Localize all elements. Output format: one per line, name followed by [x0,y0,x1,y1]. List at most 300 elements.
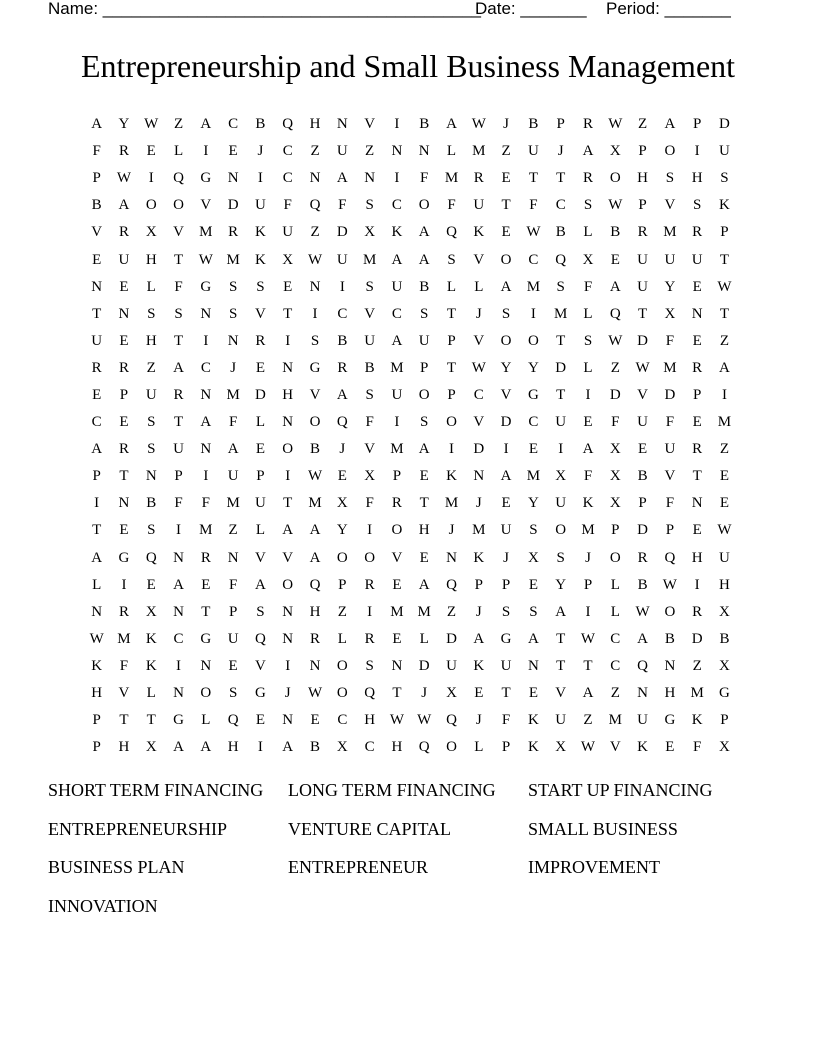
grid-letter: K [473,224,485,241]
grid-letter: Z [446,603,457,620]
grid-letter: P [338,576,347,593]
grid-letter: W [635,603,650,620]
grid-letter: H [309,116,321,133]
grid-letter: E [119,332,129,349]
grid-letter: E [528,685,538,702]
grid-letter: O [609,549,621,566]
grid-letter: H [418,522,430,539]
grid-letter: K [691,712,703,729]
grid-letter: K [527,739,539,756]
grid-letter: H [664,685,676,702]
grid-letter: F [283,197,292,214]
grid-letter: V [500,386,512,403]
grid-letter: N [664,657,676,674]
grid-letter: F [665,332,675,349]
grid-letter: M [472,143,486,160]
grid-letter: M [390,359,404,376]
grid-letter: N [473,468,485,485]
grid-letter: B [610,224,621,241]
grid-letter: A [118,197,130,214]
grid-letter: L [92,576,102,593]
grid-letter: N [637,685,648,702]
grid-letter: R [118,441,129,458]
grid-letter: B [310,441,321,458]
grid-letter: I [176,522,182,539]
grid-letter: W [608,197,623,214]
grid-letter: P [447,386,456,403]
letter-grid [83,111,738,761]
grid-letter: U [227,630,239,647]
grid-letter: U [118,251,130,268]
grid-letter: V [364,305,376,322]
grid-letter: J [475,603,482,620]
grid-letter: S [228,278,238,295]
grid-letter: U [664,251,676,268]
grid-letter: L [474,739,484,756]
grid-letter: G [719,685,730,702]
grid-letter: S [693,197,702,214]
grid-letter: I [312,305,318,322]
grid-letter: G [500,630,512,647]
grid-letter: D [637,332,648,349]
grid-letter: O [418,197,430,214]
grid-letter: C [200,359,211,376]
grid-letter: P [693,116,702,133]
grid-letter: O [418,386,430,403]
grid-letter: T [556,386,566,403]
grid-letter: M [199,522,213,539]
grid-letter: W [471,359,486,376]
grid-letter: P [174,468,183,485]
grid-letter: S [556,278,565,295]
grid-letter: A [91,116,103,133]
grid-letter: K [145,657,157,674]
grid-letter: Y [664,278,676,295]
grid-letter: F [529,197,538,214]
grid-letter: N [173,603,184,620]
grid-letter: R [337,359,348,376]
grid-letter: T [392,685,402,702]
grid-letter: M [308,495,322,512]
grid-letter: L [146,685,156,702]
grid-letter: Y [527,495,539,512]
grid-letter: F [447,197,456,214]
grid-letter: L [446,278,457,295]
grid-letter: D [637,522,648,539]
grid-letter: K [719,197,730,214]
grid-letter: I [339,278,345,295]
grid-letter: M [390,441,404,458]
grid-letter: U [91,332,103,349]
grid-letter: R [228,224,239,241]
grid-letter: M [117,630,131,647]
grid-letter: J [585,549,591,566]
grid-letter: P [256,468,265,485]
grid-letter: T [556,332,566,349]
grid-letter: Z [610,359,620,376]
grid-letter: O [555,522,567,539]
grid-letter: X [336,739,348,756]
grid-letter: Q [145,549,157,566]
grid-letter: C [610,630,621,647]
grid-letter: U [555,712,567,729]
grid-letter: O [391,522,403,539]
grid-letter: N [118,305,130,322]
grid-letter: X [282,251,294,268]
grid-letter: B [419,116,430,133]
grid-letter: F [420,170,429,187]
grid-letter: T [719,305,730,322]
grid-letter: G [173,712,184,729]
grid-letter: V [309,386,321,403]
grid-letter: K [91,657,103,674]
grid-letter: G [200,278,212,295]
grid-letter: C [473,386,484,403]
grid-letter: Q [255,630,266,647]
grid-letter: U [282,224,294,241]
grid-letter: E [337,468,347,485]
grid-letter: T [719,251,730,268]
grid-letter: M [362,251,377,268]
grid-letter: T [92,305,102,322]
grid-letter: Q [173,170,184,187]
grid-letter: E [692,278,702,295]
grid-letter: B [555,224,566,241]
grid-letter: L [255,414,266,431]
grid-letter: D [473,441,485,458]
grid-letter: Y [527,359,539,376]
grid-letter: U [555,414,567,431]
grid-letter: N [527,657,539,674]
grid-letter: C [173,630,184,647]
grid-letter: H [637,170,648,187]
grid-letter: A [719,359,730,376]
grid-letter: V [255,657,266,674]
grid-letter: F [365,495,374,512]
grid-letter: Q [664,549,676,566]
date-field: Date: _______ [475,0,587,18]
grid-letter: P [501,739,511,756]
grid-letter: W [116,170,132,187]
grid-letter: O [173,197,184,214]
grid-letter: I [203,332,209,349]
grid-letter: Z [365,143,375,160]
grid-letter: Z [228,522,238,539]
grid-letter: R [637,224,648,241]
grid-letter: H [391,739,403,756]
grid-letter: M [390,603,404,620]
grid-letter: O [336,549,348,566]
grid-letter: C [282,170,293,187]
grid-letter: L [419,630,429,647]
grid-letter: H [691,170,703,187]
grid-letter: W [717,522,732,539]
grid-letter: Y [555,576,567,593]
grid-letter: Q [282,116,294,133]
grid-letter: U [500,657,512,674]
grid-letter: X [336,495,348,512]
grid-letter: R [255,332,266,349]
word-list [48,777,768,931]
grid-letter: Q [309,576,321,593]
grid-letter: E [501,224,511,241]
grid-letter: V [664,468,676,485]
grid-letter: A [500,278,512,295]
grid-letter: S [501,603,511,620]
word-list-item: INNOVATION [48,895,158,916]
grid-letter: R [582,170,593,187]
grid-letter: N [200,386,212,403]
grid-letter: B [419,278,430,295]
grid-letter: X [719,603,730,620]
grid-letter: H [691,549,703,566]
grid-letter: S [420,414,429,431]
grid-letter: R [173,386,184,403]
grid-letter: D [418,657,430,674]
grid-letter: L [146,278,156,295]
grid-letter: H [145,332,157,349]
grid-letter: S [556,549,565,566]
grid-letter: E [692,414,702,431]
grid-letter: B [637,468,648,485]
grid-letter: J [230,359,237,376]
grid-letter: R [364,630,375,647]
grid-letter: C [228,116,239,133]
grid-letter: G [200,630,212,647]
grid-letter: I [121,576,127,593]
grid-letter: E [583,414,593,431]
grid-letter: X [555,739,567,756]
grid-letter: P [228,603,238,620]
grid-letter: V [664,197,676,214]
grid-letter: W [580,630,596,647]
grid-letter: E [474,685,484,702]
grid-letter: N [173,685,184,702]
grid-letter: G [200,170,212,187]
grid-letter: T [556,657,566,674]
grid-letter: M [663,224,677,241]
grid-letter: S [665,170,675,187]
word-list-item: IMPROVEMENT [528,857,661,877]
grid-letter: B [719,630,730,647]
name-field: Name: ________________________________________ [48,0,481,18]
grid-letter: F [201,495,210,512]
grid-letter: A [418,224,430,241]
grid-letter: N [309,170,321,187]
grid-letter: A [91,441,103,458]
grid-letter: N [145,468,157,485]
grid-letter: W [580,739,596,756]
grid-letter: A [309,549,321,566]
grid-letter: F [92,143,101,160]
grid-letter: E [255,712,266,729]
grid-letter: F [228,576,238,593]
grid-letter: E [719,468,730,485]
grid-letter: E [692,332,702,349]
grid-letter: O [364,549,376,566]
grid-letter: W [307,685,323,702]
grid-letter: A [418,441,430,458]
grid-letter: M [663,359,677,376]
grid-letter: P [556,116,565,133]
grid-letter: W [417,712,432,729]
grid-letter: O [527,332,539,349]
grid-letter: N [282,359,294,376]
grid-letter: I [257,170,263,187]
grid-letter: U [391,386,403,403]
grid-letter: F [583,468,593,485]
grid-letter: A [200,414,212,431]
grid-letter: L [610,603,620,620]
grid-letter: I [367,603,373,620]
grid-letter: R [473,170,484,187]
grid-letter: R [91,359,102,376]
grid-letter: W [198,251,213,268]
grid-letter: L [446,143,457,160]
grid-letter: V [473,251,485,268]
grid-letter: N [91,603,103,620]
grid-letter: S [501,305,511,322]
word-list-item: START UP FINANCING [528,780,713,800]
grid-letter: A [418,576,430,593]
grid-letter: M [554,305,568,322]
word-list-item: SMALL BUSINESS [528,818,678,839]
grid-letter: J [339,441,346,458]
word-list-item: VENTURE CAPITAL [288,818,452,839]
grid-letter: V [200,197,212,214]
grid-letter: S [256,278,265,295]
grid-letter: Z [310,143,320,160]
grid-letter: W [526,224,541,241]
grid-letter: T [119,712,129,729]
grid-letter: L [201,712,211,729]
grid-letter: M [717,414,732,431]
grid-letter: C [364,739,375,756]
grid-letter: M [417,603,431,620]
grid-letter: F [611,414,620,431]
grid-letter: M [581,522,595,539]
grid-letter: A [527,630,539,647]
grid-letter: X [527,549,539,566]
grid-letter: P [720,712,729,729]
grid-letter: T [638,305,648,322]
grid-letter: C [337,712,348,729]
grid-letter: A [200,739,212,756]
grid-letter: T [283,305,293,322]
grid-letter: Z [719,441,730,458]
grid-letter: L [583,224,593,241]
grid-letter: T [419,495,429,512]
grid-letter: F [583,278,593,295]
grid-letter: F [174,495,183,512]
grid-letter: N [200,657,212,674]
grid-letter: S [365,197,374,214]
grid-letter: N [336,116,348,133]
grid-letter: X [446,685,457,702]
grid-letter: S [720,170,729,187]
grid-letter: U [173,441,184,458]
grid-letter: P [420,359,429,376]
grid-letter: O [200,685,212,702]
grid-letter: C [91,414,102,431]
grid-letter: P [693,386,702,403]
grid-letter: I [558,441,564,458]
grid-letter: I [394,170,400,187]
grid-letter: M [444,495,459,512]
grid-letter: T [173,414,184,431]
grid-letter: E [92,386,102,403]
grid-letter: L [173,143,184,160]
grid-letter: Z [610,685,620,702]
grid-letter: J [257,143,264,160]
grid-letter: W [608,332,623,349]
grid-letter: A [637,630,648,647]
grid-letter: I [94,495,100,512]
page-title: Entrepreneurship and Small Business Management [80,48,736,84]
grid-letter: P [447,332,456,349]
grid-letter: N [282,630,294,647]
grid-letter: R [118,603,129,620]
grid-letter: A [200,116,212,133]
grid-letter: T [692,468,702,485]
grid-letter: R [118,224,129,241]
grid-letter: S [365,386,374,403]
grid-letter: Q [555,251,567,268]
grid-letter: Z [638,116,648,133]
grid-letter: S [147,305,156,322]
grid-letter: J [503,116,510,133]
grid-letter: P [92,170,101,187]
grid-letter: I [203,143,209,160]
grid-letter: V [609,739,621,756]
grid-letter: N [282,712,294,729]
grid-letter: O [282,441,294,458]
grid-letter: V [118,685,130,702]
grid-letter: S [147,441,156,458]
grid-letter: V [282,549,294,566]
grid-letter: D [255,386,266,403]
grid-letter: S [174,305,183,322]
grid-letter: M [526,278,541,295]
grid-letter: W [307,251,323,268]
grid-letter: D [227,197,239,214]
grid-letter: X [145,603,157,620]
grid-letter: T [501,197,511,214]
grid-letter: R [310,630,321,647]
grid-letter: T [446,305,457,322]
grid-letter: X [555,468,567,485]
grid-letter: L [255,522,266,539]
grid-letter: U [691,251,703,268]
grid-letter: O [336,685,348,702]
grid-letter: E [501,495,511,512]
grid-letter: X [364,224,376,241]
grid-letter: L [474,278,484,295]
grid-letter: A [282,739,294,756]
grid-letter: E [146,143,156,160]
grid-letter: L [610,576,620,593]
grid-letter: I [694,576,700,593]
grid-letter: R [364,576,375,593]
grid-letter: E [283,278,293,295]
grid-letter: D [446,630,457,647]
grid-letter: J [475,305,482,322]
grid-letter: X [582,251,594,268]
grid-letter: E [146,576,156,593]
word-list-item: SHORT TERM FINANCING [48,780,264,800]
grid-letter: U [637,278,648,295]
grid-letter: T [119,468,129,485]
